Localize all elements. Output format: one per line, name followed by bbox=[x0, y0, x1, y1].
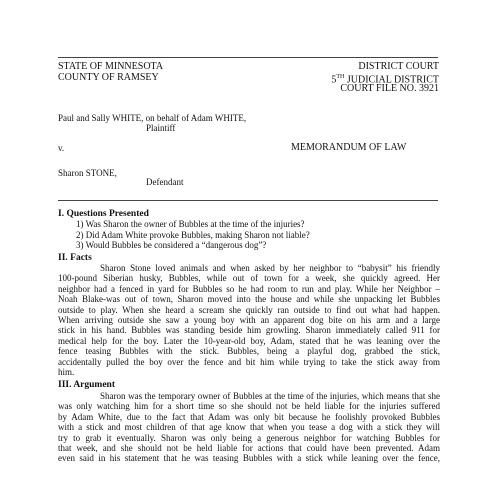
state-line: STATE OF MINNESOTA bbox=[58, 61, 164, 72]
paragraph-line: neighbor had a fenced in yard for Bubbles so he had room to run and play. While her Neighbor – bbox=[58, 283, 440, 294]
paragraph-line: try to grab it eventually. Sharon was only being a generous neighbor for watching Bubbles for bbox=[58, 432, 440, 443]
paragraph-line: was only watching him for a short time so she should not be held liable for the injuries suffered bbox=[58, 401, 440, 412]
paragraph-line: Noah Blake-was out of town, Sharon moved into the house and while she unpacking let Bubbles bbox=[58, 294, 440, 305]
paragraph-line: 100-pound Siberian husky, Bubbles, while out of town for a week, she quickly agreed. Her bbox=[58, 273, 440, 284]
paragraph-line: stick in his hand. Bubbles was standing beside him growling. Sharon immediately called 911 for bbox=[58, 325, 440, 336]
questions-list bbox=[76, 219, 310, 251]
district-number: 5 bbox=[331, 74, 337, 86]
paragraph-line: him. bbox=[58, 367, 75, 378]
paragraph-line: with a stick and most children of that age know that when you tease a dog with a stick they will bbox=[58, 422, 440, 433]
plaintiff-label: Plaintiff bbox=[146, 123, 176, 133]
paragraph-line: Sharon Stone loved animals and when asked by her neighbor to “babysit” his friendly bbox=[100, 263, 440, 273]
district-ordinal: TH bbox=[336, 74, 345, 80]
argument-heading: III. Argument bbox=[58, 380, 116, 390]
paragraph-line: medical help for the boy. Later the 10-year-old boy, Adam, stated that he was leaning over the bbox=[58, 335, 440, 346]
facts-paragraph bbox=[58, 263, 440, 377]
paragraph-line: even said in his statement that he was teasing Bubbles with a stick while leaning over the fence, bbox=[58, 453, 440, 464]
caption-rule bbox=[58, 200, 438, 201]
paragraph-line: Sharon was the temporary owner of Bubbles at the time of the injuries, which means that she bbox=[100, 391, 440, 401]
questions-heading: I. Questions Presented bbox=[58, 209, 149, 219]
paragraph-line: by Adam White, due to the fact that Adam was only bit because he foolishly provoked Bubbles bbox=[58, 411, 440, 422]
paragraph-line: fence teasing Bubbles with the stick. Bubbles, being a playful dog, grabbed the stick, bbox=[58, 346, 440, 357]
list-item: 1) Was Sharon the owner of Bubbles at the time of the injuries? bbox=[76, 219, 305, 229]
paragraph-line: accidentally pulled the boy over the fence and bit him while trying to take the stick away from bbox=[58, 356, 440, 367]
list-item: 2) Did Adam White provoke Bubbles, making Sharon not liable? bbox=[76, 229, 310, 240]
court-line: DISTRICT COURT bbox=[358, 61, 439, 72]
versus: v. bbox=[58, 143, 65, 153]
defendant-name: Sharon STONE, bbox=[58, 168, 117, 178]
facts-heading: II. Facts bbox=[58, 253, 92, 263]
district-text: JUDICIAL DISTRICT bbox=[344, 74, 439, 86]
plaintiff-line: Paul and Sally WHITE, on behalf of Adam WHITE, bbox=[58, 113, 247, 123]
argument-paragraph bbox=[58, 391, 440, 464]
paragraph-line: When arriving outside she saw a young boy with an apparent dog bite on his arm and a large bbox=[58, 315, 440, 326]
county-line: COUNTY OF RAMSEY bbox=[58, 72, 159, 83]
file-number: COURT FILE NO. 3921 bbox=[340, 83, 439, 94]
paragraph-line: that week, and she should not be held liable for actions that could have been prevented. Adam bbox=[58, 443, 440, 454]
paragraph-line: outside to play. When she heard a scream she quickly ran outside to find out what had happen. bbox=[58, 304, 440, 315]
document-title: MEMORANDUM OF LAW bbox=[291, 142, 407, 153]
list-item: 3) Would Bubbles be considered a “dangerous dog”? bbox=[76, 240, 267, 250]
defendant-label: Defendant bbox=[146, 177, 184, 187]
top-rule bbox=[58, 57, 438, 58]
